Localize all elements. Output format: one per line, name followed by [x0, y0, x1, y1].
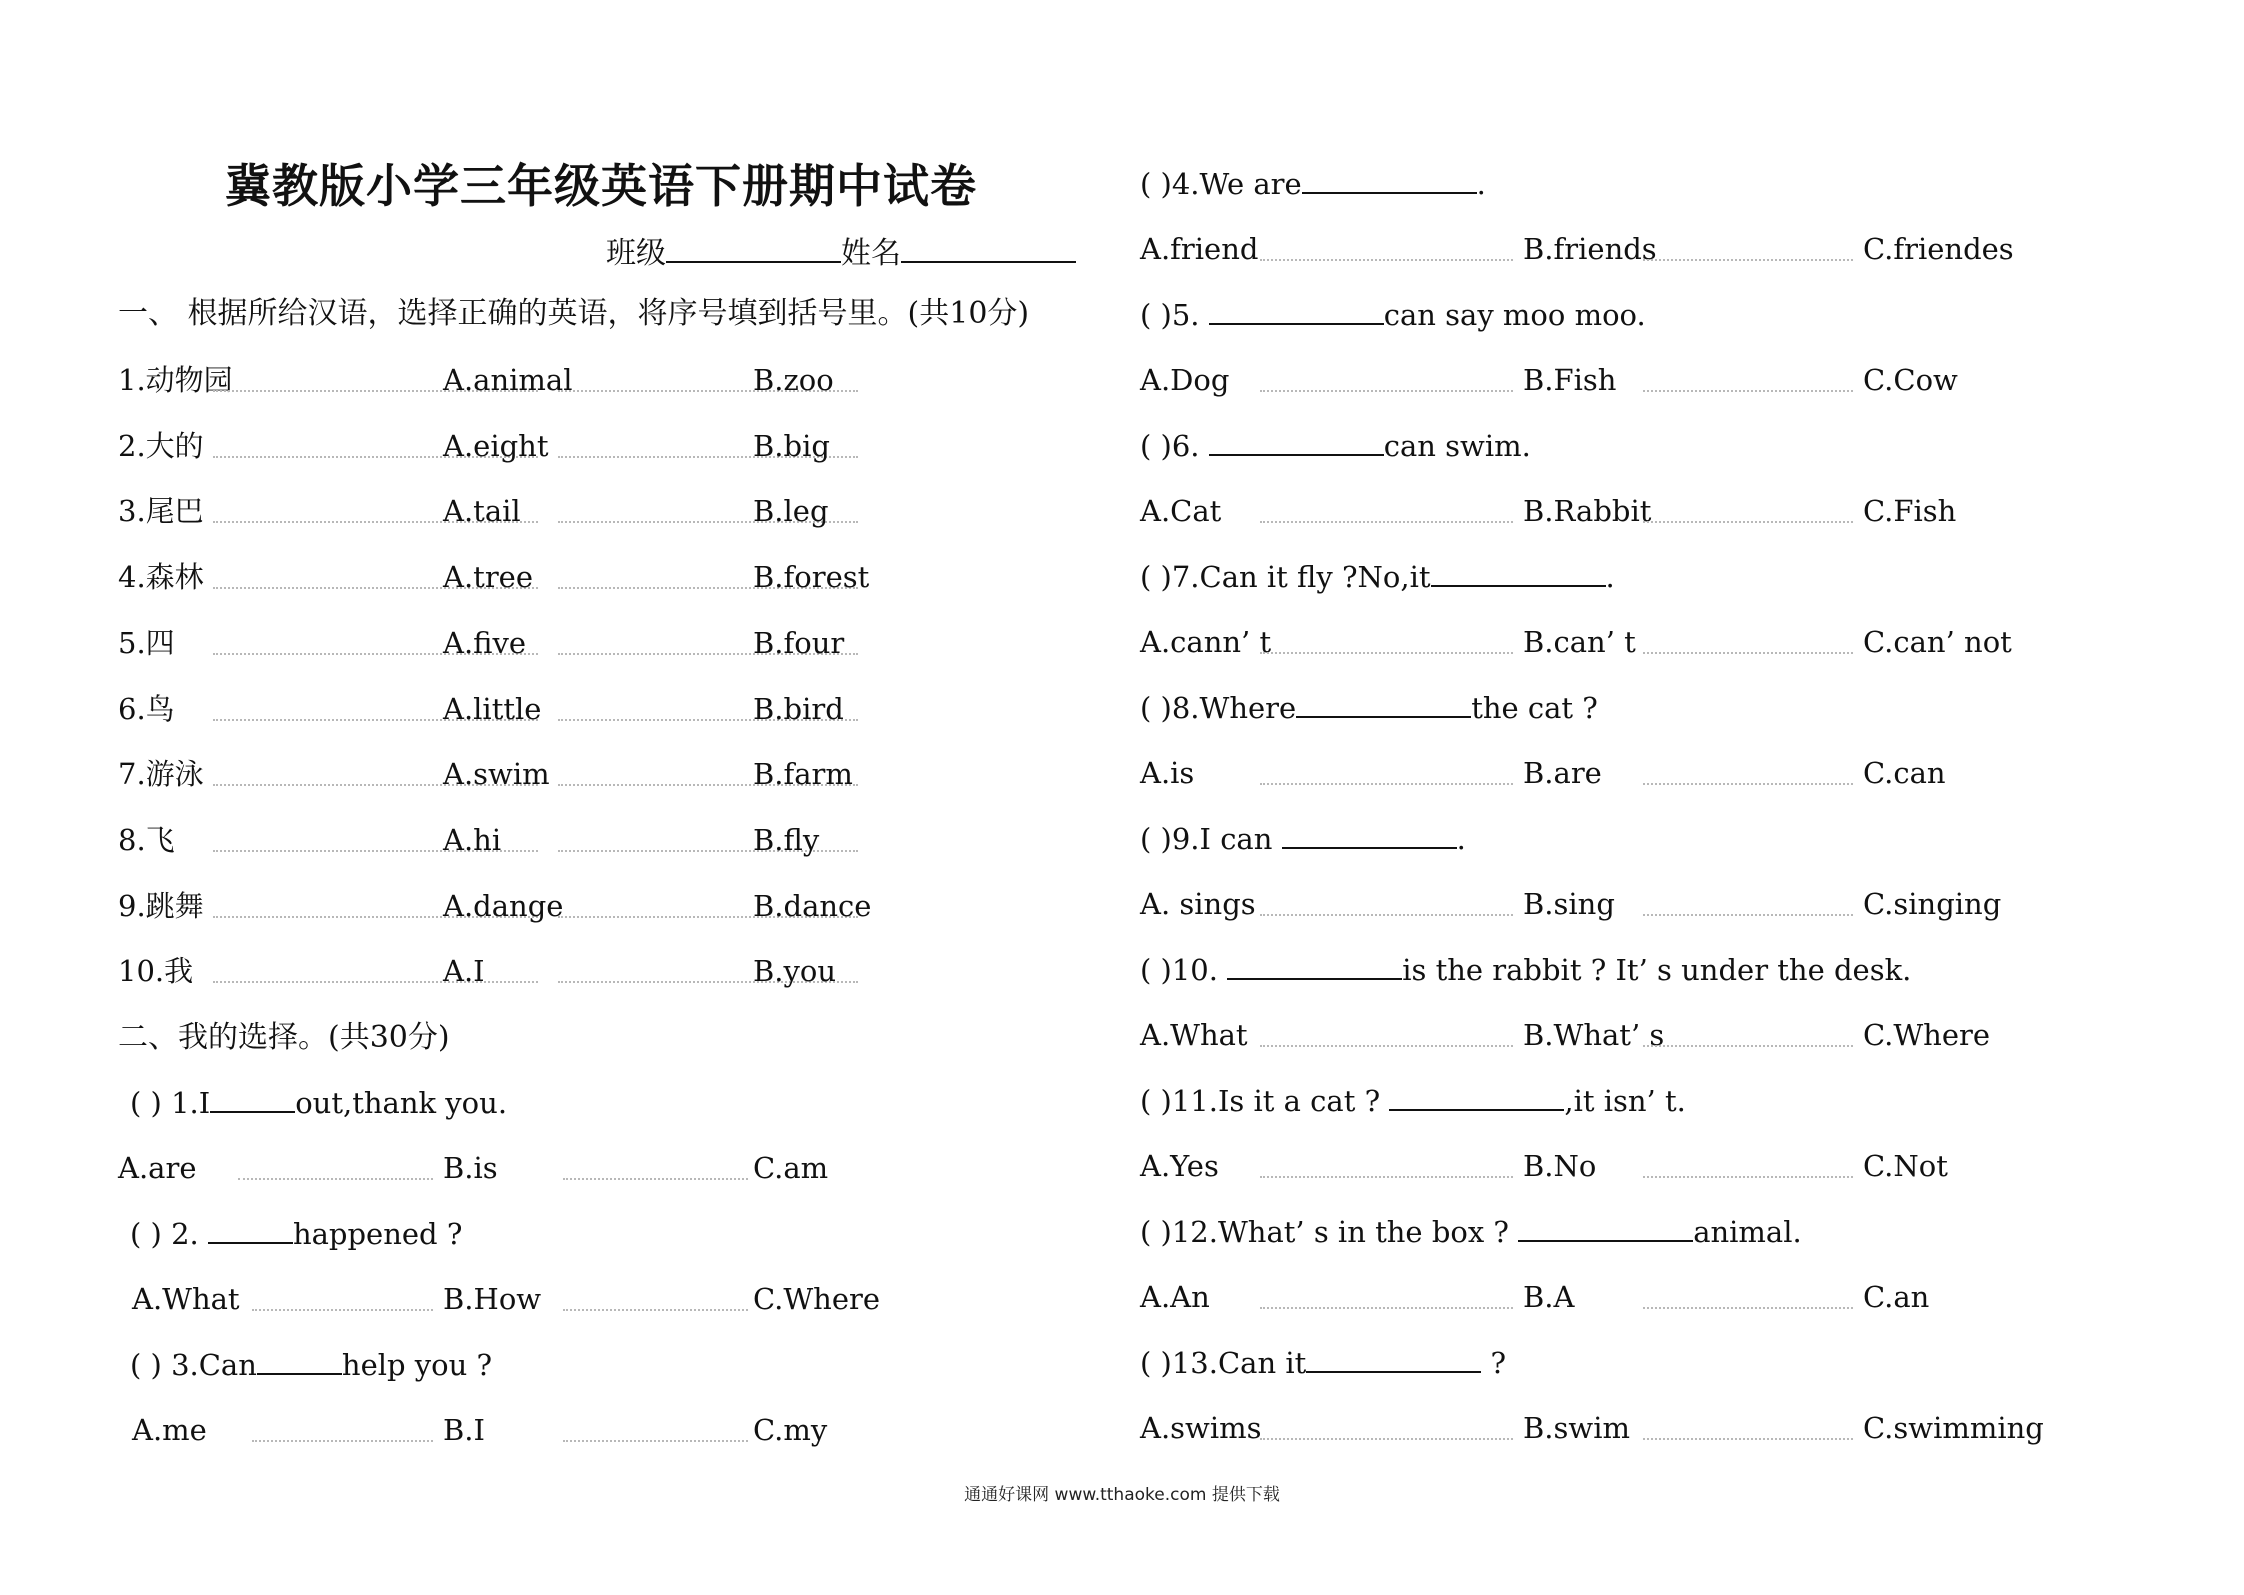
option-a: A.An — [1140, 1280, 1210, 1314]
option-row — [1140, 1013, 2033, 1057]
vocab-row — [118, 424, 878, 468]
dot-leader — [1643, 1438, 1853, 1440]
vocab-option-b: B.leg — [753, 494, 829, 529]
question-prefix: ( )8.Where — [1140, 691, 1297, 725]
option-row — [132, 1408, 923, 1452]
question-stem — [1140, 1210, 1802, 1254]
option-c: C.am — [753, 1151, 829, 1185]
option-a: A.Dog — [1140, 363, 1230, 397]
dot-leader — [213, 981, 538, 983]
question-stem — [1140, 293, 1646, 337]
question-stem — [130, 1343, 492, 1387]
vocab-option-a: A.tree — [443, 560, 534, 595]
dot-leader — [1260, 1307, 1513, 1309]
dot-leader — [563, 1309, 748, 1311]
vocab-chinese: 5.四 — [118, 625, 175, 660]
dot-leader — [1260, 1438, 1513, 1440]
option-b: B.swim — [1523, 1411, 1631, 1445]
question-suffix: ,it isn’ t. — [1564, 1084, 1686, 1118]
dot-leader — [1260, 652, 1513, 654]
vocab-option-b: B.fly — [753, 822, 820, 857]
option-row — [1140, 489, 2033, 533]
question-prefix: ( )5. — [1140, 298, 1209, 332]
question-prefix: ( ) 2. — [130, 1217, 208, 1251]
dot-leader — [1260, 1176, 1513, 1178]
vocab-row — [118, 687, 878, 731]
option-row — [1140, 1275, 2033, 1319]
vocab-chinese: 10.我 — [118, 954, 194, 989]
question-suffix: help you ? — [341, 1348, 493, 1382]
dot-leader — [1260, 259, 1513, 261]
question-prefix: ( )4.We are — [1140, 167, 1302, 201]
question-suffix: can swim. — [1383, 429, 1531, 463]
option-row — [1140, 1144, 2033, 1188]
dot-leader — [1643, 1045, 1853, 1047]
option-c: C.swimming — [1863, 1411, 2044, 1445]
vocab-option-b: B.zoo — [753, 363, 834, 397]
dot-leader — [1260, 914, 1513, 916]
dot-leader — [563, 1440, 748, 1442]
vocab-chinese: 7.游泳 — [118, 757, 204, 792]
vocab-row — [118, 818, 878, 862]
dot-leader — [1643, 1307, 1853, 1309]
option-c: C.Where — [753, 1282, 881, 1316]
dot-leader — [1643, 914, 1853, 916]
vocab-row — [118, 555, 878, 599]
vocab-chinese: 1.动物园 — [118, 363, 233, 397]
name-label: 姓名 — [841, 236, 901, 271]
option-c: C.friendes — [1863, 232, 2014, 266]
question-prefix: ( )6. — [1140, 429, 1209, 463]
option-a: A.What — [1140, 1018, 1248, 1052]
dot-leader — [252, 1440, 433, 1442]
dot-leader — [1260, 521, 1513, 523]
answer-blank — [210, 1081, 295, 1113]
vocab-row — [118, 489, 878, 533]
vocab-option-a: A.dange — [443, 888, 564, 923]
section2-heading: 二、我的选择。(共30分) — [118, 1020, 450, 1055]
vocab-row — [118, 621, 878, 665]
option-a: A.What — [132, 1282, 240, 1316]
question-stem — [1140, 555, 1615, 599]
question-stem — [1140, 948, 1911, 992]
option-row — [1140, 358, 2033, 402]
vocab-option-b: B.bird — [753, 691, 844, 726]
option-b: B.I — [443, 1413, 485, 1447]
vocab-chinese: 4.森林 — [118, 560, 204, 595]
question-stem — [1140, 424, 1531, 468]
question-prefix: ( )12.What’ s in the box ? — [1140, 1215, 1519, 1249]
dot-leader — [1260, 1045, 1513, 1047]
option-b: B.No — [1523, 1149, 1597, 1183]
question-stem — [1140, 162, 1486, 206]
option-b: B.are — [1523, 756, 1602, 790]
option-row — [1140, 227, 2033, 271]
vocab-row — [118, 884, 878, 928]
option-c: C.Fish — [1863, 494, 1957, 528]
option-row — [132, 1277, 923, 1321]
dot-leader — [1643, 521, 1853, 523]
question-suffix: ? — [1481, 1346, 1507, 1380]
option-b: B.friends — [1523, 232, 1657, 266]
option-c: C.singing — [1863, 887, 2002, 921]
vocab-option-b: B.forest — [753, 560, 870, 595]
answer-blank — [208, 1212, 293, 1244]
answer-blank — [1306, 1341, 1481, 1373]
option-row — [1140, 1406, 2044, 1450]
option-a: A.cann’ t — [1140, 625, 1272, 659]
option-b: B.How — [443, 1282, 542, 1316]
dot-leader — [1643, 390, 1853, 392]
answer-blank — [257, 1343, 342, 1375]
vocab-row — [118, 949, 878, 993]
question-suffix: can say moo moo. — [1383, 298, 1646, 332]
answer-blank — [1282, 817, 1457, 849]
dot-leader — [252, 1309, 433, 1311]
option-row — [1140, 751, 2033, 795]
answer-blank — [1389, 1079, 1564, 1111]
option-b: B.Rabbit — [1523, 494, 1652, 528]
answer-blank — [1302, 162, 1477, 194]
option-c: C.my — [753, 1413, 828, 1447]
class-label: 班级 — [606, 236, 666, 271]
vocab-chinese: 8.飞 — [118, 822, 175, 857]
answer-blank — [1296, 686, 1471, 718]
section1-heading: 一、 根据所给汉语，选择正确的英语，将序号填到括号里。(共10分) — [118, 296, 1030, 331]
question-stem — [130, 1081, 507, 1125]
question-stem — [1140, 817, 1466, 861]
dot-leader — [1260, 390, 1513, 392]
option-c: C.an — [1863, 1280, 1930, 1314]
footer-note: 通通好课网 www.tthaoke.com 提供下载 — [964, 1485, 1280, 1505]
option-a: A.friend — [1140, 232, 1259, 266]
question-suffix: . — [1605, 560, 1615, 594]
question-suffix: out,thank you. — [295, 1086, 508, 1120]
vocab-option-b: B.big — [753, 428, 830, 463]
option-b: B.sing — [1523, 887, 1615, 921]
dot-leader — [1643, 783, 1853, 785]
option-a: A. sings — [1140, 887, 1256, 921]
vocab-chinese: 2.大的 — [118, 428, 204, 463]
question-suffix: is the rabbit ? It’ s under the desk. — [1402, 953, 1912, 987]
vocab-option-b: B.dance — [753, 888, 872, 923]
vocab-row — [118, 358, 878, 402]
answer-blank — [1518, 1210, 1693, 1242]
question-prefix: ( )7.Can it fly ?No,it — [1140, 560, 1431, 594]
question-prefix: ( ) 3.Can — [130, 1348, 257, 1382]
option-b: B.can’ t — [1523, 625, 1636, 659]
dot-leader — [1643, 652, 1853, 654]
answer-blank — [1209, 424, 1384, 456]
name-blank — [901, 233, 1076, 263]
question-prefix: ( )11.Is it a cat ? — [1140, 1084, 1390, 1118]
dot-leader — [1260, 783, 1513, 785]
vocab-option-a: A.swim — [443, 757, 550, 792]
vocab-option-a: A.hi — [443, 822, 502, 857]
question-prefix: ( )13.Can it — [1140, 1346, 1307, 1380]
vocab-row — [118, 752, 878, 796]
dot-leader — [238, 1178, 433, 1180]
question-suffix: . — [1456, 822, 1466, 856]
option-c: C.Not — [1863, 1149, 1948, 1183]
option-a: A.swims — [1140, 1411, 1262, 1445]
question-stem — [1140, 686, 1598, 730]
question-suffix: happened ? — [292, 1217, 463, 1251]
vocab-option-a: A.eight — [443, 428, 549, 463]
dot-leader — [1643, 259, 1853, 261]
option-a: A.me — [132, 1413, 207, 1447]
question-stem — [130, 1212, 462, 1256]
vocab-chinese: 9.跳舞 — [118, 888, 204, 923]
dot-leader — [1643, 1176, 1853, 1178]
answer-blank — [1431, 555, 1606, 587]
class-name-line — [606, 228, 1076, 272]
option-b: B.What’ s — [1523, 1018, 1665, 1052]
question-suffix: . — [1476, 167, 1486, 201]
vocab-option-a: A.animal — [443, 363, 573, 397]
option-b: B.Fish — [1523, 363, 1617, 397]
option-row — [1140, 882, 2033, 926]
vocab-option-b: B.four — [753, 625, 845, 660]
question-prefix: ( )9.I can — [1140, 822, 1282, 856]
option-a: A.are — [118, 1151, 197, 1185]
vocab-option-b: B.farm — [753, 757, 853, 792]
question-suffix: animal. — [1693, 1215, 1802, 1249]
option-c: C.can’ not — [1863, 625, 2012, 659]
option-c: C.Cow — [1863, 363, 1958, 397]
option-row — [118, 1146, 923, 1190]
answer-blank — [1227, 948, 1402, 980]
option-a: A.Yes — [1140, 1149, 1219, 1183]
vocab-chinese: 3.尾巴 — [118, 494, 204, 529]
question-suffix: the cat ? — [1471, 691, 1598, 725]
vocab-option-a: A.I — [443, 954, 485, 989]
answer-blank — [1209, 293, 1384, 325]
vocab-option-a: A.little — [443, 691, 542, 726]
question-prefix: ( ) 1.I — [130, 1086, 211, 1120]
option-c: C.Where — [1863, 1018, 1991, 1052]
vocab-option-b: B.you — [753, 954, 837, 989]
page-title: 冀教版小学三年级英语下册期中试卷 — [225, 159, 977, 213]
option-b: B.A — [1523, 1280, 1575, 1314]
question-stem — [1140, 1341, 1506, 1385]
option-c: C.can — [1863, 756, 1946, 790]
vocab-option-a: A.five — [443, 625, 527, 660]
option-row — [1140, 620, 2033, 664]
option-a: A.is — [1140, 756, 1195, 790]
question-prefix: ( )10. — [1140, 953, 1228, 987]
vocab-option-a: A.tail — [443, 494, 521, 529]
vocab-chinese: 6.鸟 — [118, 691, 175, 726]
option-a: A.Cat — [1140, 494, 1222, 528]
question-stem — [1140, 1079, 1686, 1123]
class-blank — [666, 233, 841, 263]
dot-leader — [563, 1178, 748, 1180]
option-b: B.is — [443, 1151, 498, 1185]
